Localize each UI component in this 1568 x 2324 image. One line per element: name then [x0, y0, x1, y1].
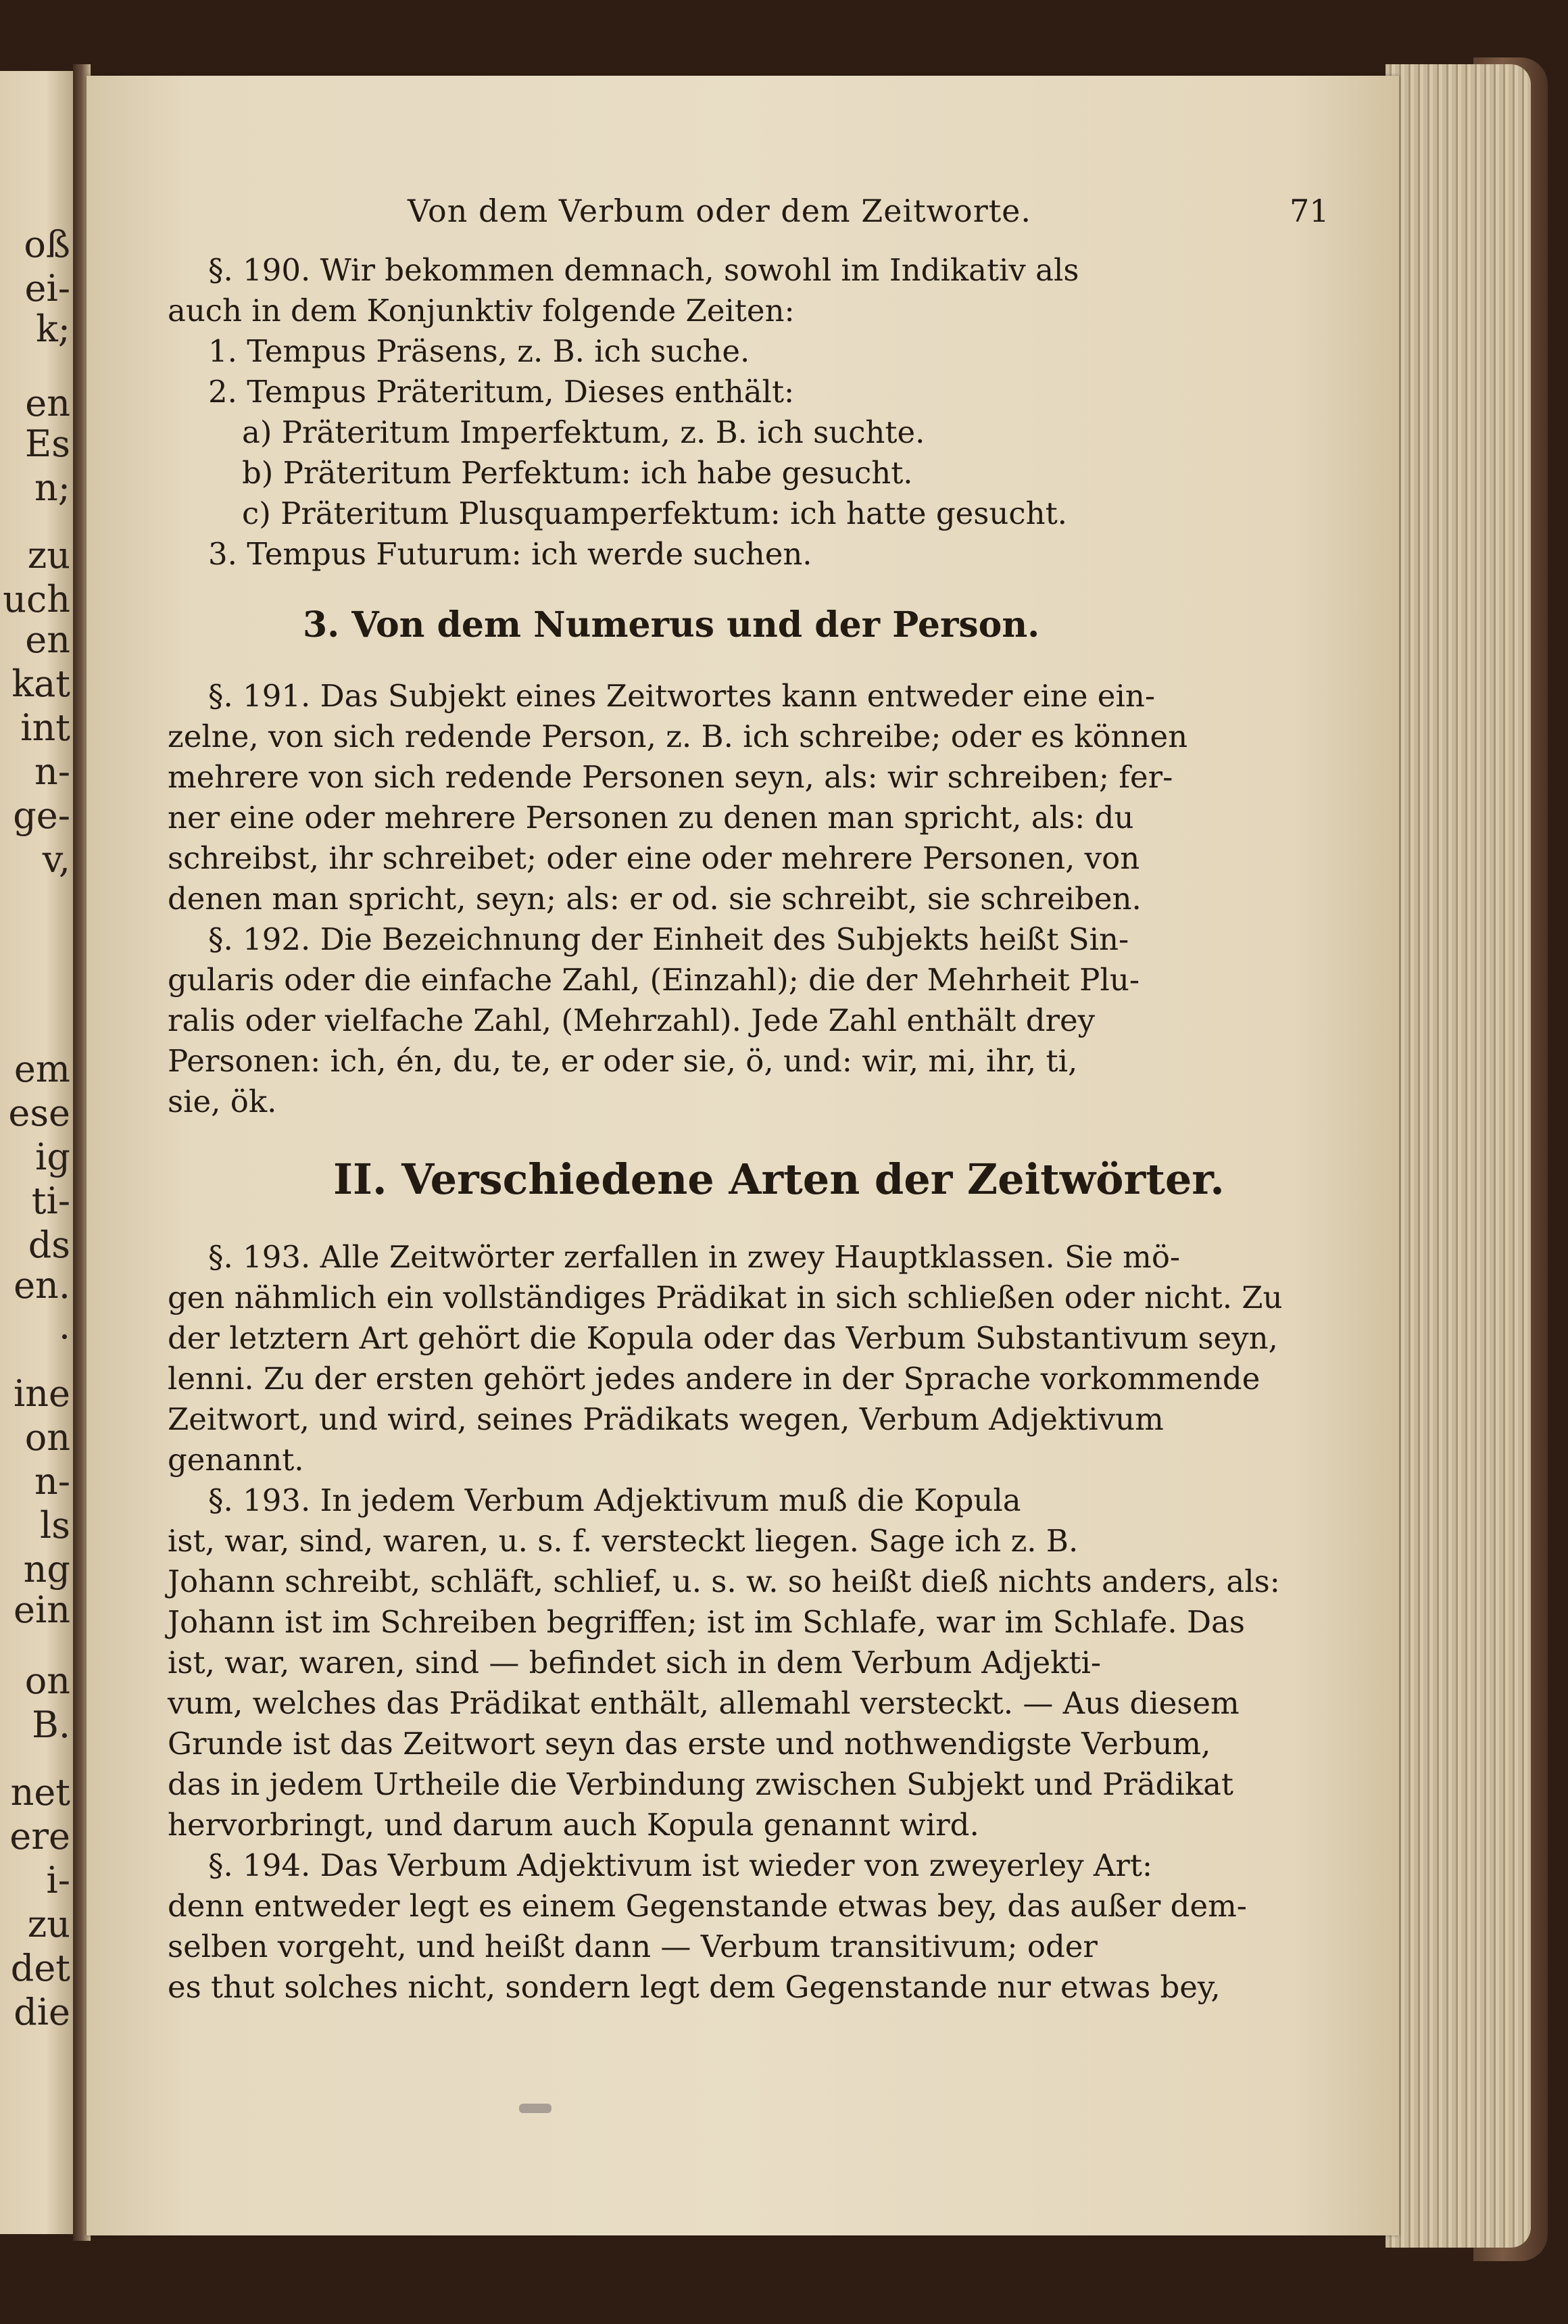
list-item: c) Präteritum Plusquamperfektum: ich hatte gesucht.: [242, 495, 1067, 531]
text-line: Zeitwort, und wird, seines Prädikats wegen, Verbum Adjektivum: [168, 1401, 1164, 1437]
left-page-fragment: k;: [36, 308, 70, 350]
left-page-fragment: en: [25, 619, 70, 661]
text-line: zelne, von sich redende Person, z. B. ich schreibe; oder es können: [168, 719, 1188, 754]
text-line: hervorbringt, und darum auch Kopula genannt wird.: [168, 1807, 979, 1843]
left-page-fragment: uch: [3, 578, 70, 621]
left-page-fragment: kat: [11, 662, 70, 705]
text-line: ner eine oder mehrere Personen zu denen man spricht, als: du: [168, 800, 1134, 836]
text-line: es thut solches nicht, sondern legt dem Gegenstande nur etwas bey,: [168, 1969, 1221, 2005]
left-page-fragment: Es: [24, 422, 70, 465]
left-page-fragment: n-: [34, 1460, 70, 1503]
text-line: der letztern Art gehört die Kopula oder das Verbum Substantivum seyn,: [168, 1320, 1278, 1356]
text-line: ist, war, sind, waren, u. s. f. versteckt liegen. Sage ich z. B.: [168, 1523, 1079, 1559]
section-heading: 3. Von dem Numerus und der Person.: [303, 604, 1040, 646]
list-item: b) Präteritum Perfektum: ich habe gesucht.: [242, 455, 913, 491]
text-line: Personen: ich, én, du, te, er oder sie, ö, und: wir, mi, ihr, ti,: [168, 1043, 1078, 1079]
text-line: ralis oder vielfache Zahl, (Mehrzahl). Jede Zahl enthält drey: [168, 1002, 1096, 1038]
text-line: Grunde ist das Zeitwort seyn das erste und nothwendigste Verbum,: [168, 1726, 1211, 1762]
text-line: vum, welches das Prädikat enthält, allemahl versteckt. — Aus diesem: [168, 1685, 1240, 1721]
running-header: [168, 191, 1357, 250]
left-page-fragment: ls: [40, 1504, 70, 1547]
chapter-heading: II. Verschiedene Arten der Zeitwörter.: [333, 1155, 1225, 1204]
text-line: mehrere von sich redende Personen seyn, als: wir schreiben; fer-: [168, 759, 1173, 795]
left-page-fragment: em: [14, 1048, 70, 1090]
left-page-fragment: ere: [9, 1815, 70, 1858]
text-line: selben vorgeht, und heißt dann — Verbum transitivum; oder: [168, 1929, 1098, 1964]
list-item: a) Präteritum Imperfektum, z. B. ich suchte.: [242, 414, 925, 450]
left-page-fragment: ng: [23, 1548, 70, 1591]
left-page-fragment: v,: [42, 838, 70, 881]
text-line: §. 190. Wir bekommen demnach, sowohl im Indikativ als: [208, 252, 1079, 288]
left-page-fragment: .: [58, 1305, 70, 1347]
left-page-fragment: zu: [27, 1903, 70, 1945]
page-edges: [1386, 64, 1531, 2248]
page-number: 71: [1290, 193, 1329, 229]
text-line: Johann schreibt, schläft, schlief, u. s. w. so heißt dieß nichts anders, als:: [168, 1564, 1280, 1599]
ink-smudge: [519, 2104, 552, 2113]
left-page-fragment: oß: [24, 223, 70, 266]
left-page-fragment: ein: [13, 1589, 70, 1631]
left-page-fragment: die: [14, 1991, 70, 2033]
text-line: genannt.: [168, 1442, 304, 1478]
paragraph-193-194: [168, 1237, 1357, 2008]
text-line: §. 193. Alle Zeitwörter zerfallen in zwey Hauptklassen. Sie mö-: [208, 1239, 1181, 1275]
text-line: Johann ist im Schreiben begriffen; ist im Schlafe, war im Schlafe. Das: [168, 1604, 1245, 1640]
text-line: lenni. Zu der ersten gehört jedes andere in der Sprache vorkommende: [168, 1361, 1260, 1397]
left-page-fragment: on: [24, 1660, 70, 1702]
left-page-fragment: n-: [34, 750, 70, 793]
page-text: [168, 191, 1357, 2008]
text-line: das in jedem Urtheile die Verbindung zwischen Subjekt und Prädikat: [168, 1766, 1233, 1802]
left-page-fragment: B.: [32, 1703, 70, 1746]
text-line: denn entweder legt es einem Gegenstande etwas bey, das außer dem-: [168, 1888, 1247, 1924]
text-line: §. 194. Das Verbum Adjektivum ist wieder von zweyerley Art:: [208, 1847, 1153, 1883]
left-page-fragment: ig: [35, 1136, 70, 1178]
right-page: [87, 76, 1399, 2235]
list-item: 1. Tempus Präsens, z. B. ich suche.: [208, 333, 750, 369]
paragraph-190: [168, 250, 1357, 331]
left-page-fragment: ese: [8, 1092, 70, 1134]
header-title: Von dem Verbum oder dem Zeitworte.: [408, 193, 1032, 229]
left-facing-page: [0, 71, 76, 2234]
text-line: gen nähmlich ein vollständiges Prädikat in sich schließen oder nicht. Zu: [168, 1280, 1283, 1315]
left-page-fragment: i-: [46, 1859, 70, 1902]
tense-list: [168, 331, 1357, 575]
left-page-fragment: det: [10, 1947, 70, 1989]
text-line: schreibst, ihr schreibet; oder eine oder mehrere Personen, von: [168, 840, 1140, 876]
left-page-fragment: en: [25, 382, 70, 425]
left-page-fragment: en.: [14, 1264, 70, 1307]
left-page-fragment: net: [10, 1771, 70, 1814]
text-line: auch in dem Konjunktiv folgende Zeiten:: [168, 293, 795, 329]
paragraph-191-192: [168, 676, 1357, 1122]
left-page-fragment: on: [24, 1416, 70, 1459]
left-page-fragment: ine: [13, 1372, 70, 1415]
text-line: §. 191. Das Subjekt eines Zeitwortes kann entweder eine ein-: [208, 678, 1156, 714]
text-line: denen man spricht, seyn; als: er od. sie schreibt, sie schreiben.: [168, 881, 1142, 917]
list-item: 3. Tempus Futurum: ich werde suchen.: [208, 536, 812, 572]
text-line: gularis oder die einfache Zahl, (Einzahl); die der Mehrheit Plu-: [168, 962, 1140, 998]
text-line: §. 192. Die Bezeichnung der Einheit des Subjekts heißt Sin-: [208, 921, 1129, 957]
left-page-fragment: n;: [34, 466, 70, 509]
left-page-fragment: zu: [27, 534, 70, 577]
left-page-fragment: int: [20, 706, 70, 749]
text-line: ist, war, waren, sind — befindet sich in dem Verbum Adjekti-: [168, 1645, 1102, 1680]
text-line: §. 193. In jedem Verbum Adjektivum muß die Kopula: [208, 1482, 1021, 1518]
left-page-fragment: ge-: [13, 794, 70, 837]
left-page-fragment: ti-: [31, 1180, 70, 1222]
left-page-fragment: ei-: [24, 267, 70, 310]
list-item: 2. Tempus Präteritum, Dieses enthält:: [208, 374, 795, 410]
left-page-fragment: ds: [28, 1224, 70, 1266]
text-line: sie, ök.: [168, 1084, 277, 1119]
